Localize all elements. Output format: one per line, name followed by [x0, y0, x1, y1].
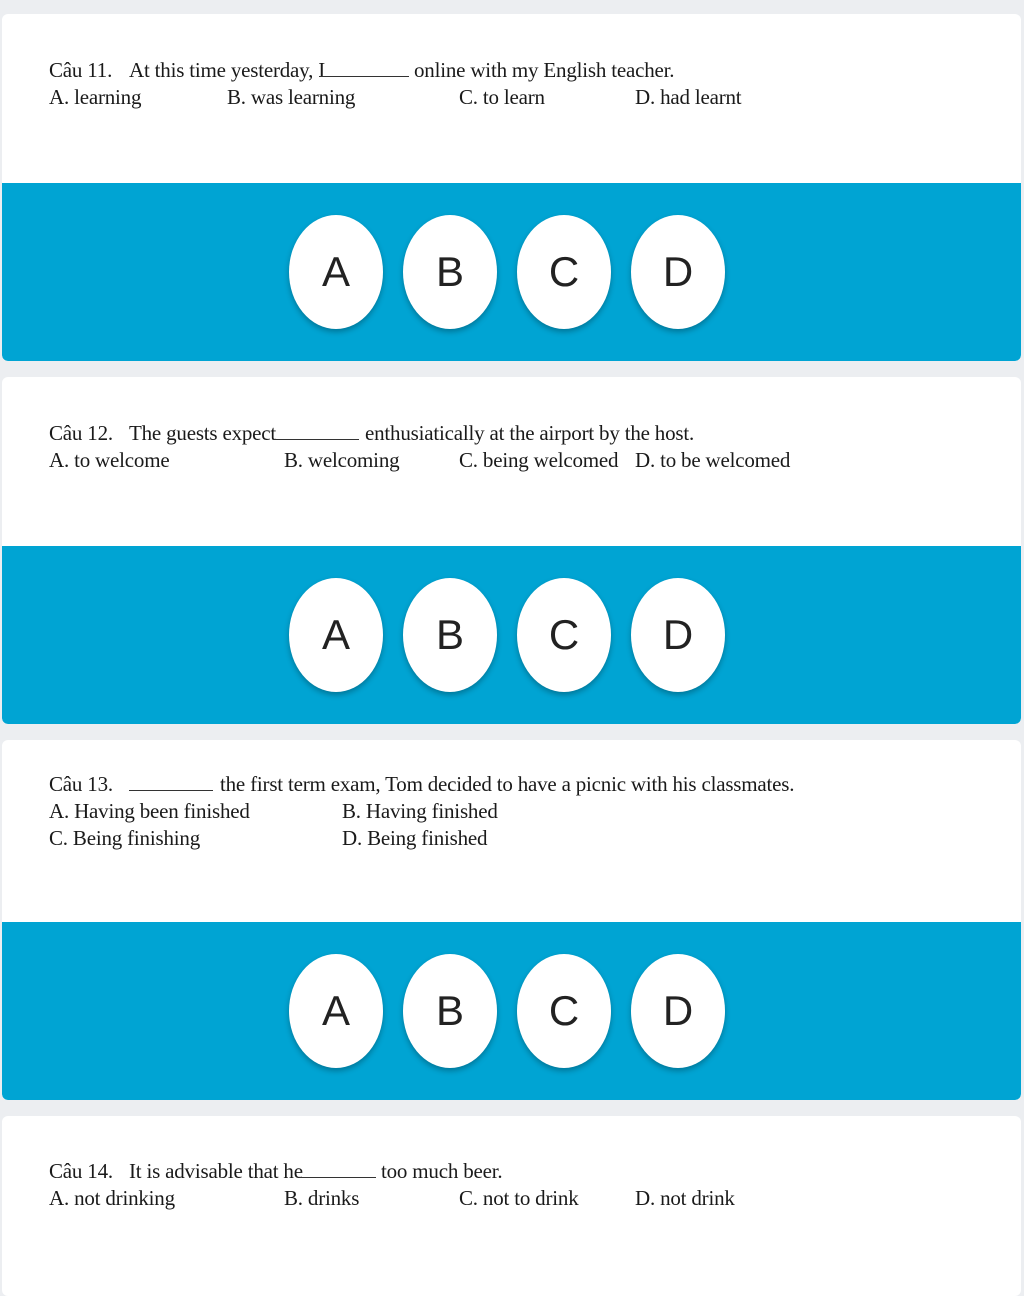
answer-band	[2, 922, 1021, 1100]
answer-b-button[interactable]: B	[403, 578, 497, 692]
answer-buttons	[289, 215, 725, 329]
question-card-13	[2, 740, 1021, 1100]
question-before-blank: The guests expect	[129, 421, 277, 445]
answer-buttons	[289, 954, 725, 1068]
options-row-2	[49, 825, 1021, 852]
option-b: B. drinks	[284, 1186, 360, 1210]
answer-c-button[interactable]: C	[517, 578, 611, 692]
question-number: Câu 13.	[49, 772, 113, 796]
question-number: Câu 12.	[49, 421, 113, 445]
option-d: D. to be welcomed	[635, 448, 791, 472]
question-stem	[49, 771, 1021, 798]
answer-buttons	[289, 578, 725, 692]
answer-c-button[interactable]: C	[517, 215, 611, 329]
option-a: A. not drinking	[49, 1186, 175, 1210]
answer-blank	[273, 420, 359, 447]
option-d: D. not drink	[635, 1186, 735, 1210]
option-b: B. Having finished	[342, 799, 498, 823]
question-after-blank: too much beer.	[381, 1159, 503, 1183]
option-a: A. learning	[49, 85, 142, 109]
question-number: Câu 11.	[49, 58, 113, 82]
options-row	[49, 84, 1021, 111]
question-card-11	[2, 14, 1021, 361]
answer-a-button[interactable]: A	[289, 578, 383, 692]
question-card-14	[2, 1116, 1021, 1296]
option-c: C. not to drink	[459, 1186, 579, 1210]
option-b: B. was learning	[227, 85, 356, 109]
question-after-blank: enthusiatically at the airport by the host.	[365, 421, 695, 445]
question-stem	[49, 1158, 1021, 1185]
question-after-blank: the first term exam, Tom decided to have a picnic with his classmates.	[220, 772, 795, 796]
option-c: C. Being finishing	[49, 826, 200, 850]
answer-a-button[interactable]: A	[289, 954, 383, 1068]
option-a: A. to welcome	[49, 448, 170, 472]
options-row	[49, 1185, 1021, 1212]
answer-a-button[interactable]: A	[289, 215, 383, 329]
option-d: D. had learnt	[635, 85, 742, 109]
answer-blank	[300, 1158, 376, 1185]
question-card-12	[2, 377, 1021, 724]
answer-band	[2, 546, 1021, 724]
option-c: C. to learn	[459, 85, 545, 109]
answer-b-button[interactable]: B	[403, 954, 497, 1068]
options-row	[49, 447, 1021, 474]
option-b: B. welcoming	[284, 448, 400, 472]
question-after-blank: online with my English teacher.	[414, 58, 675, 82]
answer-d-button[interactable]: D	[631, 578, 725, 692]
question-number: Câu 14.	[49, 1159, 113, 1183]
question-text-block	[2, 771, 1021, 852]
question-before-blank: It is advisable that he	[129, 1159, 303, 1183]
answer-band	[2, 183, 1021, 361]
question-stem	[49, 420, 1021, 447]
option-d: D. Being finished	[342, 826, 488, 850]
options-row-1	[49, 798, 1021, 825]
option-c: C. being welcomed	[459, 448, 619, 472]
question-text-block	[2, 1158, 1021, 1212]
answer-d-button[interactable]: D	[631, 215, 725, 329]
option-a: A. Having been finished	[49, 799, 250, 823]
answer-d-button[interactable]: D	[631, 954, 725, 1068]
question-text-block	[2, 57, 1021, 111]
question-stem	[49, 57, 1021, 84]
question-text-block	[2, 420, 1021, 474]
answer-blank	[129, 771, 213, 798]
answer-b-button[interactable]: B	[403, 215, 497, 329]
question-before-blank: At this time yesterday, I	[129, 58, 326, 82]
answer-blank	[319, 57, 409, 84]
answer-c-button[interactable]: C	[517, 954, 611, 1068]
